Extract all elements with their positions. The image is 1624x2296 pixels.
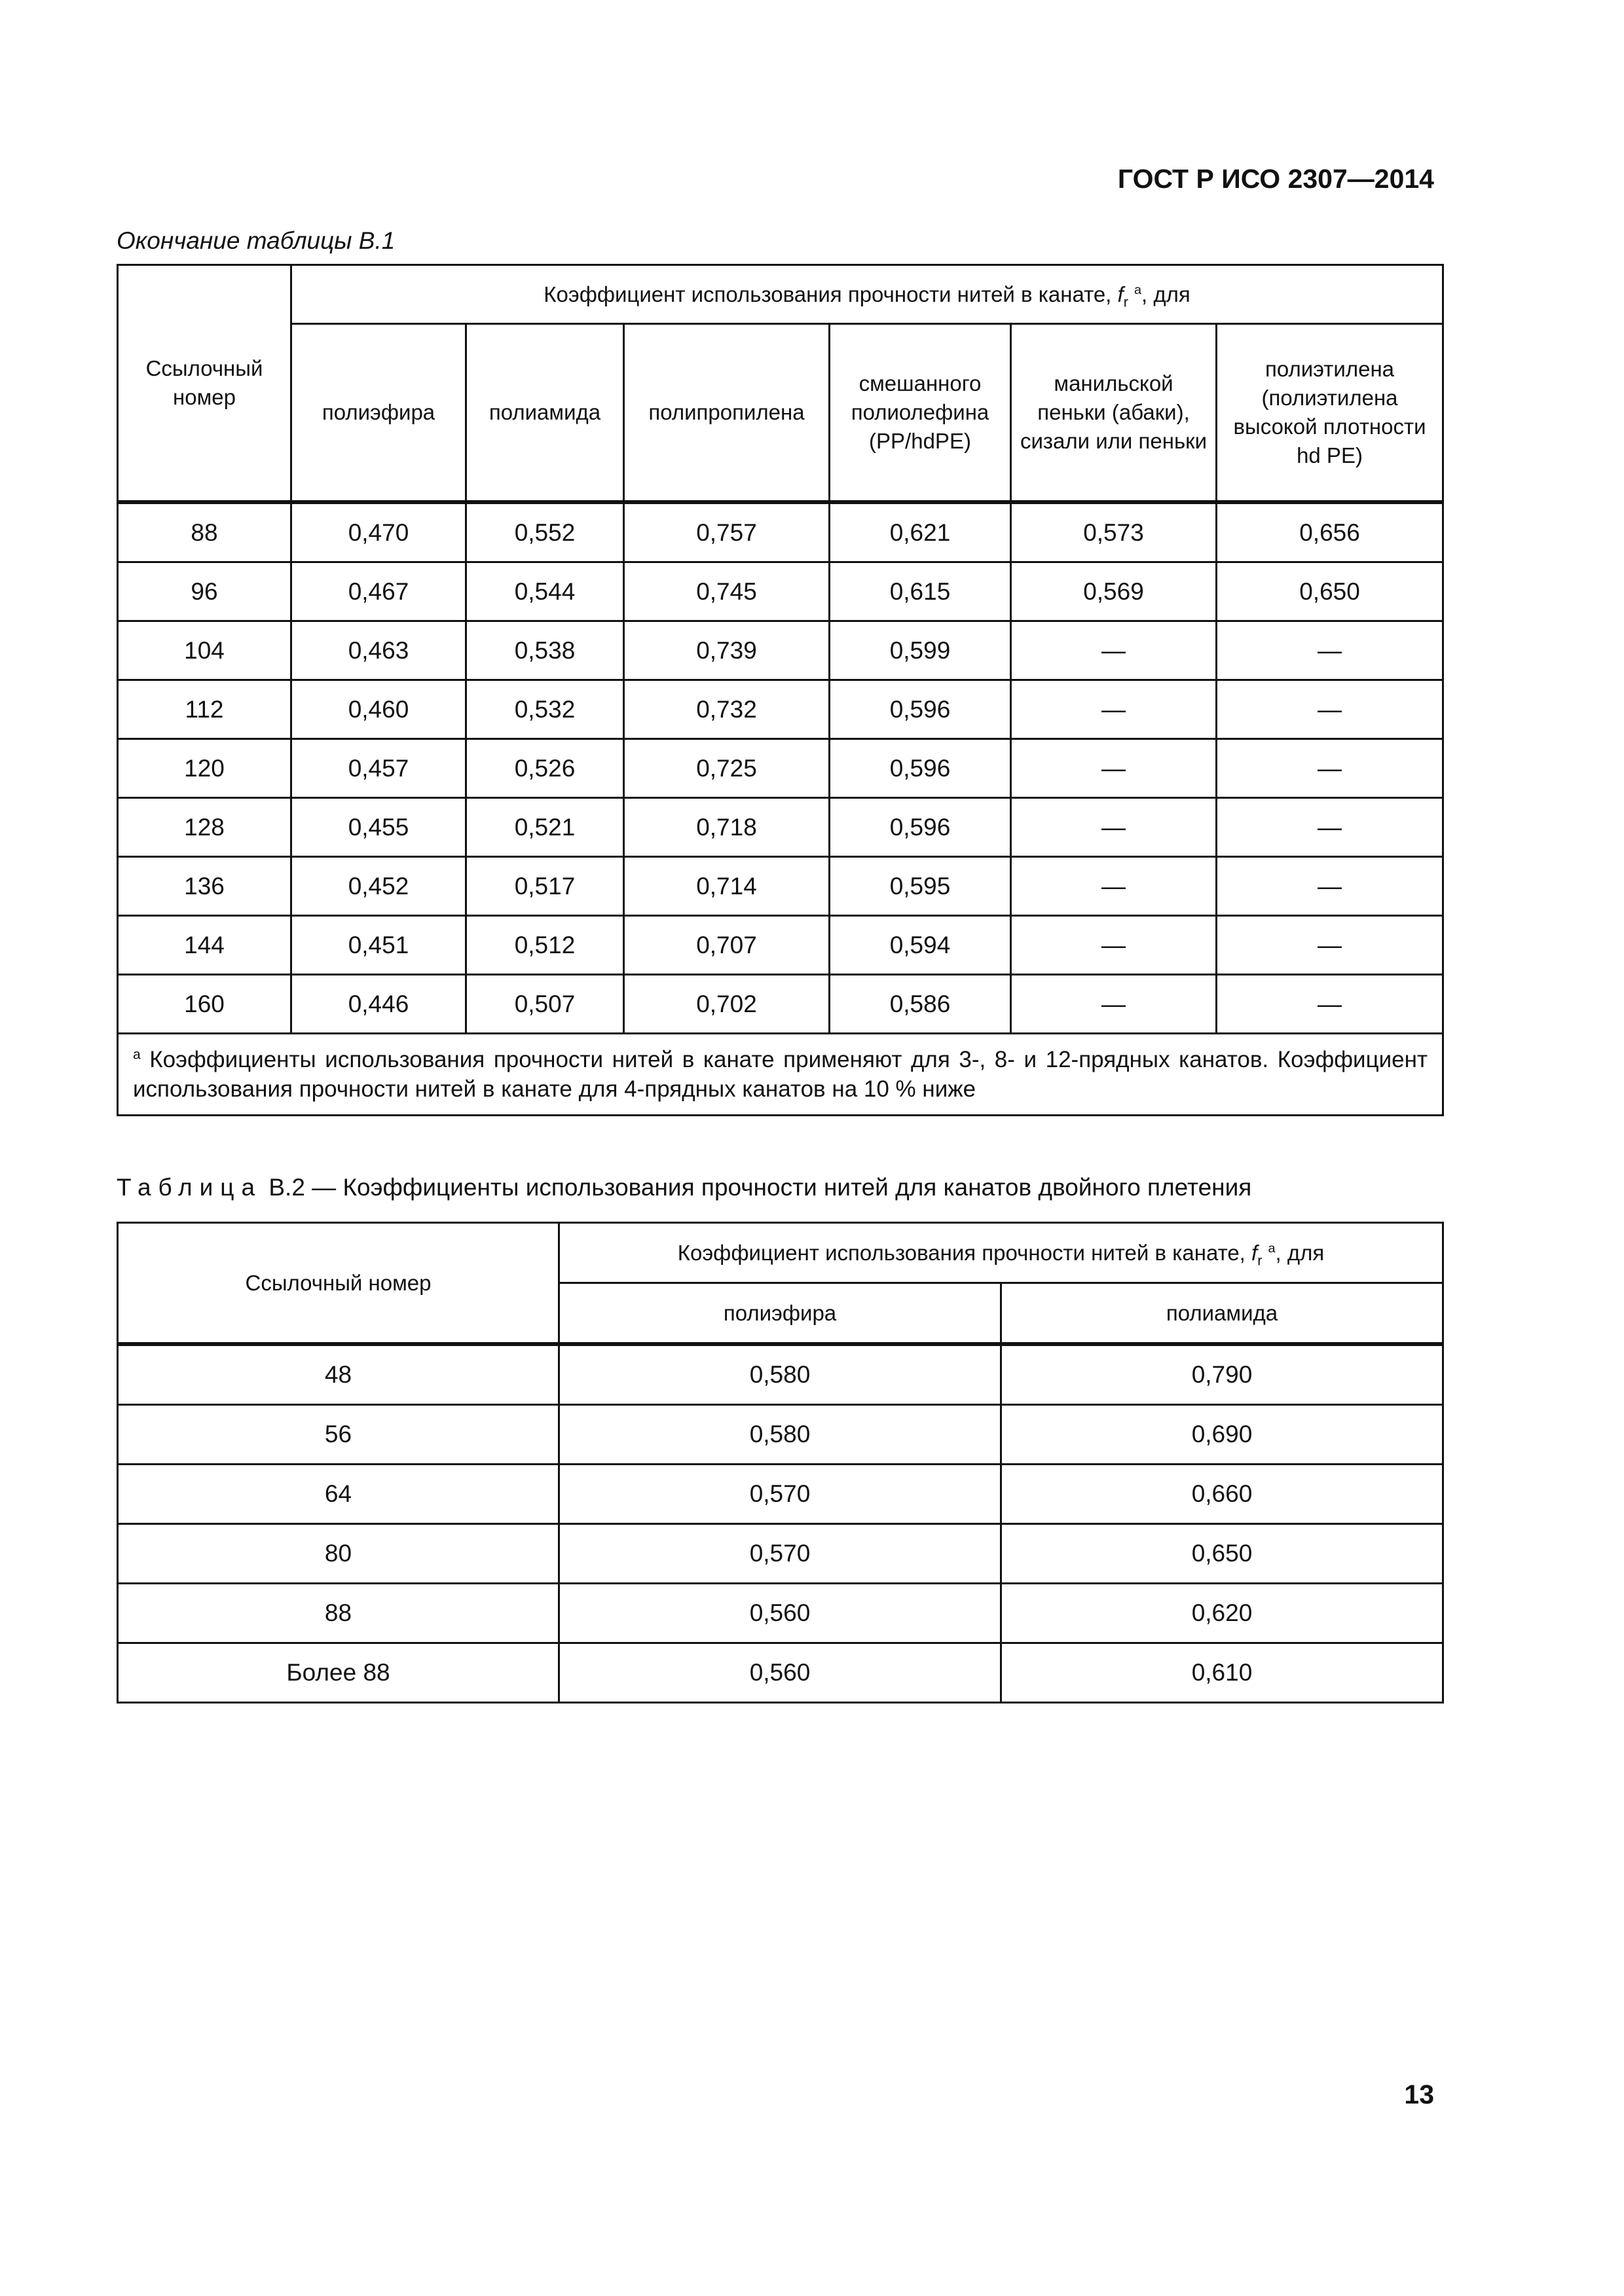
group-header-prefix: Коэффициент использования прочности нитей в канате, <box>677 1240 1246 1265</box>
page-number: 13 <box>1404 2079 1434 2109</box>
table-cell: 0,660 <box>1001 1465 1443 1524</box>
table-cell: — <box>1011 739 1217 798</box>
footnote-mark: a <box>133 1047 141 1063</box>
ref-number-cell: 112 <box>118 680 291 739</box>
table-cell: 0,620 <box>1001 1584 1443 1643</box>
table-cell: 0,615 <box>830 562 1011 621</box>
ref-number-cell: 128 <box>118 798 291 857</box>
ref-number-cell: 136 <box>118 857 291 916</box>
table-cell: 0,656 <box>1217 502 1443 562</box>
table-cell: 0,580 <box>559 1405 1001 1465</box>
table-cell: 0,532 <box>466 680 624 739</box>
table-cell: 0,757 <box>624 502 830 562</box>
table-cell: 0,517 <box>466 857 624 916</box>
table-b1-continuation-caption: Окончание таблицы В.1 <box>117 227 396 254</box>
table-cell: — <box>1011 975 1217 1034</box>
table-row <box>118 1524 1443 1584</box>
table-cell: 0,560 <box>559 1643 1001 1703</box>
coefficient-group-header <box>559 1223 1443 1283</box>
footnote-marker: a <box>1134 282 1142 297</box>
table-cell: 0,714 <box>624 857 830 916</box>
group-header-prefix: Коэффициент использования прочности нитей в канате, <box>544 282 1112 306</box>
table-cell: 0,707 <box>624 916 830 975</box>
ref-number-cell: 48 <box>118 1344 559 1405</box>
table-cell: 0,718 <box>624 798 830 857</box>
table-cell: 0,526 <box>466 739 624 798</box>
column-header: полиэфира <box>559 1283 1001 1345</box>
table-cell: 0,596 <box>830 680 1011 739</box>
table-row <box>118 857 1443 916</box>
footnote-marker: a <box>1268 1241 1276 1256</box>
table-cell: 0,452 <box>291 857 466 916</box>
table-cell: — <box>1217 739 1443 798</box>
table-cell: 0,739 <box>624 621 830 680</box>
table-row <box>118 562 1443 621</box>
table-cell: 0,463 <box>291 621 466 680</box>
ref-number-cell: 80 <box>118 1524 559 1584</box>
ref-number-cell: 144 <box>118 916 291 975</box>
table-cell: 0,573 <box>1011 502 1217 562</box>
table-b2-caption <box>117 1174 1251 1201</box>
table-cell: 0,451 <box>291 916 466 975</box>
table-cell: 0,621 <box>830 502 1011 562</box>
table-cell: 0,580 <box>559 1344 1001 1405</box>
table-cell: 0,570 <box>559 1465 1001 1524</box>
ref-number-header: Ссылочный номер <box>118 1223 559 1345</box>
table-cell: 0,599 <box>830 621 1011 680</box>
table-cell: 0,650 <box>1217 562 1443 621</box>
table-cell: — <box>1011 680 1217 739</box>
table-cell: 0,569 <box>1011 562 1217 621</box>
column-header: смешанного полиолефина (PP/hdPE) <box>830 324 1011 503</box>
table-cell: — <box>1217 680 1443 739</box>
ref-number-cell: 88 <box>118 1584 559 1643</box>
symbol-f: f <box>1117 282 1124 306</box>
table-cell: 0,702 <box>624 975 830 1034</box>
table-cell: 0,512 <box>466 916 624 975</box>
table-cell: — <box>1217 798 1443 857</box>
table-cell: — <box>1011 916 1217 975</box>
table-row <box>118 1643 1443 1703</box>
table-row <box>118 621 1443 680</box>
table-cell: — <box>1011 798 1217 857</box>
ref-number-cell: Более 88 <box>118 1643 559 1703</box>
group-header-suffix: , для <box>1275 1240 1325 1265</box>
table-cell: 0,610 <box>1001 1643 1443 1703</box>
table-cell: 0,470 <box>291 502 466 562</box>
table-cell: 0,467 <box>291 562 466 621</box>
table-cell: 0,446 <box>291 975 466 1034</box>
table-cell: 0,570 <box>559 1524 1001 1584</box>
ref-number-header: Ссылочный номер <box>118 265 291 503</box>
table-cell: — <box>1217 916 1443 975</box>
table-cell: 0,560 <box>559 1584 1001 1643</box>
table-cell: 0,790 <box>1001 1344 1443 1405</box>
ref-number-cell: 160 <box>118 975 291 1034</box>
ref-number-cell: 120 <box>118 739 291 798</box>
table-cell: 0,594 <box>830 916 1011 975</box>
symbol-subscript: r <box>1123 294 1128 310</box>
table-cell: 0,457 <box>291 739 466 798</box>
table-b2 <box>117 1222 1444 1704</box>
table-cell: 0,460 <box>291 680 466 739</box>
ref-number-cell: 96 <box>118 562 291 621</box>
symbol-f: f <box>1251 1240 1258 1265</box>
table-cell: 0,455 <box>291 798 466 857</box>
table-cell: 0,552 <box>466 502 624 562</box>
document-code: ГОСТ Р ИСО 2307—2014 <box>1117 164 1434 194</box>
column-header: полипропилена <box>624 324 830 503</box>
column-header: полиэтилена (полиэтилена высокой плотности hd PE) <box>1217 324 1443 503</box>
table-cell: 0,544 <box>466 562 624 621</box>
table-cell: 0,745 <box>624 562 830 621</box>
table-row <box>118 916 1443 975</box>
table-cell: — <box>1011 621 1217 680</box>
table-cell: 0,732 <box>624 680 830 739</box>
table-cell: 0,586 <box>830 975 1011 1034</box>
ref-number-cell: 104 <box>118 621 291 680</box>
column-header: манильской пеньки (абаки), сизали или пеньки <box>1011 324 1217 503</box>
table-row <box>118 1405 1443 1465</box>
table-row <box>118 502 1443 562</box>
table-cell: 0,595 <box>830 857 1011 916</box>
table-b2-caption-label: Таблица <box>117 1174 263 1201</box>
table-cell: 0,596 <box>830 739 1011 798</box>
ref-number-cell: 64 <box>118 1465 559 1524</box>
table-cell: — <box>1217 857 1443 916</box>
table-cell: 0,521 <box>466 798 624 857</box>
table-row <box>118 975 1443 1034</box>
table-b1 <box>117 264 1444 1116</box>
table-b2-caption-text: В.2 — Коэффициенты использования прочности нитей для канатов двойного плетения <box>268 1174 1252 1201</box>
table-cell: 0,650 <box>1001 1524 1443 1584</box>
table-cell: — <box>1217 621 1443 680</box>
ref-number-cell: 56 <box>118 1405 559 1465</box>
table-cell: — <box>1217 975 1443 1034</box>
table-footnote <box>118 1034 1443 1116</box>
coefficient-group-header <box>291 265 1443 324</box>
symbol-subscript: r <box>1257 1252 1263 1269</box>
group-header-suffix: , для <box>1141 282 1190 306</box>
column-header: полиэфира <box>291 324 466 503</box>
table-cell: 0,725 <box>624 739 830 798</box>
table-row <box>118 1344 1443 1405</box>
ref-number-cell: 88 <box>118 502 291 562</box>
table-cell: — <box>1011 857 1217 916</box>
table-cell: 0,507 <box>466 975 624 1034</box>
table-row <box>118 1584 1443 1643</box>
table-row <box>118 798 1443 857</box>
table-cell: 0,596 <box>830 798 1011 857</box>
column-header: полиамида <box>466 324 624 503</box>
table-cell: 0,690 <box>1001 1405 1443 1465</box>
column-header: полиамида <box>1001 1283 1443 1345</box>
table-cell: 0,538 <box>466 621 624 680</box>
footnote-text: Коэффициенты использования прочности нитей в канате применяют для 3-, 8- и 12-прядных канатов. Коэффициент использования прочности нитей в канате для 4-прядных канатов на 10 % ниже <box>133 1047 1428 1102</box>
table-row <box>118 680 1443 739</box>
table-row <box>118 1465 1443 1524</box>
table-row <box>118 739 1443 798</box>
